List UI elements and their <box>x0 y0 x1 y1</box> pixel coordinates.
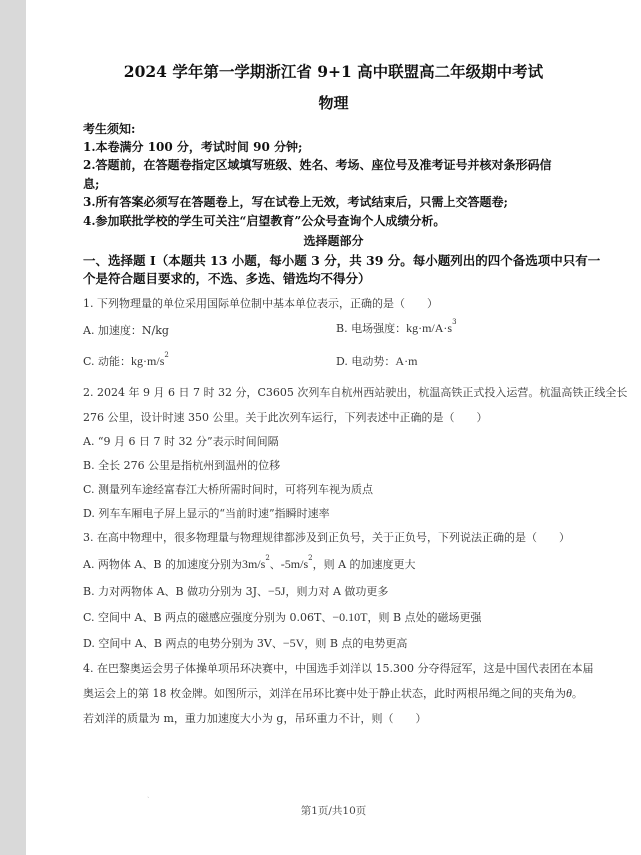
q2-stem-line1: 2. 2024 年 9 月 6 日 7 时 32 分，C3605 次列车自杭州西站驶出，杭温高铁正式投入运营。杭温高铁正线全长 <box>83 386 628 399</box>
q3-option-b <box>83 583 388 599</box>
notice-item-1: 1.本卷满分 100 分，考试时间 90 分钟; <box>83 140 303 154</box>
q4-stem-line2 <box>83 685 583 701</box>
q4-stem-line3: 若刘洋的质量为 m，重力加速度大小为 g，吊环重力不计，则（ ） <box>83 712 427 725</box>
q4-theta-symbol: θ <box>566 686 572 700</box>
q3-option-b-post: ，则力对 A 做功更多 <box>285 585 389 598</box>
q3-option-d <box>83 635 407 651</box>
q3-option-d-pre: D. 空间中 A、B 两点的电势分别为 3V、 <box>83 637 283 650</box>
notice-item-2: 2.答题前，在答题卷指定区域填写班级、姓名、考场、座位号及准考证号并核对条形码信 <box>83 158 552 172</box>
q2-option-a: A. “9 月 6 日 7 时 32 分”表示时间间隔 <box>83 435 279 448</box>
q3-option-a-pre: A. 两物体 A、B 的加速度分别为 <box>83 558 242 571</box>
notice-heading: 考生须知: <box>83 122 136 136</box>
q1-option-d-label: D. 电动势： <box>336 355 396 368</box>
q1-option-c <box>83 353 169 369</box>
q3-option-b-val: −5J <box>268 584 286 598</box>
exam-title: 2024 学年第一学期浙江省 9+1 高中联盟高二年级期中考试 <box>123 62 544 81</box>
q3-option-a-exp1: 2 <box>265 554 270 562</box>
q1-option-b-exp: 3 <box>452 318 457 326</box>
section1-heading-line1: 一、选择题 I（本题共 13 小题，每小题 3 分，共 39 分。每小题列出的四个备选项中只有一 <box>83 253 601 268</box>
document-page <box>26 0 641 855</box>
notice-item-4: 4.参加联批学校的学生可关注“启望教育”公众号查询个人成绩分析。 <box>83 214 446 228</box>
section-title: 选择题部分 <box>303 234 364 248</box>
q3-option-c <box>83 609 482 625</box>
q4-stem-line2-post: 。 <box>571 687 583 700</box>
q3-option-a-val2: -5m/s <box>280 557 309 571</box>
section1-heading-line2: 个是符合题目要求的，不选、多选、错选均不得分） <box>83 271 371 286</box>
q1-option-c-unit: kg·m/s <box>131 354 165 368</box>
q3-option-b-pre: B. 力对两物体 A、B 做功分别为 3J、 <box>83 585 269 598</box>
notice-item-3: 3.所有答案必须写在答题卷上，写在试卷上无效，考试结束后，只需上交答题卷; <box>83 195 508 209</box>
q3-stem: 3. 在高中物理中，很多物理量与物理规律都涉及到正负号，关于正负号，下列说法正确的是（ ） <box>83 531 570 544</box>
q3-option-c-post: ，则 B 点处的磁场更强 <box>367 611 482 624</box>
q3-option-a-post: ，则 A 的加速度更大 <box>312 558 416 571</box>
left-gutter <box>0 0 26 855</box>
q1-option-d-unit: A·m <box>395 354 418 368</box>
q1-option-c-exp: 2 <box>164 351 169 359</box>
q2-stem-line2: 276 公里，设计时速 350 公里。关于此次列车运行，下列表述中正确的是（ ） <box>83 411 488 424</box>
q1-option-d <box>336 353 417 369</box>
q1-option-b-unit: kg·m/A·s <box>406 321 453 335</box>
q2-option-b: B. 全长 276 公里是指杭州到温州的位移 <box>83 459 281 472</box>
q3-option-c-val: −0.10T <box>332 610 368 624</box>
q2-option-c: C. 测量列车途经富春江大桥所需时间时，可将列车视为质点 <box>83 483 374 496</box>
q4-stem-line1: 4. 在巴黎奥运会男子体操单项吊环决赛中，中国选手刘洋以 15.300 分夺得冠军，这是中国代表团在本届 <box>83 662 594 675</box>
scan-mark: ` <box>147 797 150 804</box>
q3-option-a-sep: 、 <box>269 558 281 571</box>
notice-item-2-cont: 息; <box>83 177 100 191</box>
q2-option-d: D. 列车车厢电子屏上显示的“当前时速”指瞬时速率 <box>83 507 330 520</box>
q1-option-c-label: C. 动能： <box>83 355 132 368</box>
q3-option-a <box>83 556 416 572</box>
q3-option-d-post: ，则 B 点的电势更高 <box>304 637 408 650</box>
page-footer: 第1页/共10页 <box>300 805 367 817</box>
q3-option-c-pre: C. 空间中 A、B 两点的磁感应强度分别为 0.06T、 <box>83 611 333 624</box>
q1-stem: 1. 下列物理量的单位采用国际单位制中基本单位表示，正确的是（ ） <box>83 297 438 310</box>
q4-stem-line2-pre: 奥运会上的第 18 枚金牌。如图所示，刘洋在吊环比赛中处于静止状态，此时两根吊绳之间的夹角为 <box>83 687 566 700</box>
q1-option-a: A. 加速度：N/kg <box>83 324 169 337</box>
q1-option-b-label: B. 电场强度： <box>336 322 407 335</box>
q1-option-b <box>336 320 457 336</box>
q3-option-d-val: −5V <box>282 636 305 650</box>
q3-option-a-exp2: 2 <box>308 554 313 562</box>
subject-title: 物理 <box>318 94 349 112</box>
q3-option-a-val1: 3m/s <box>241 557 266 571</box>
